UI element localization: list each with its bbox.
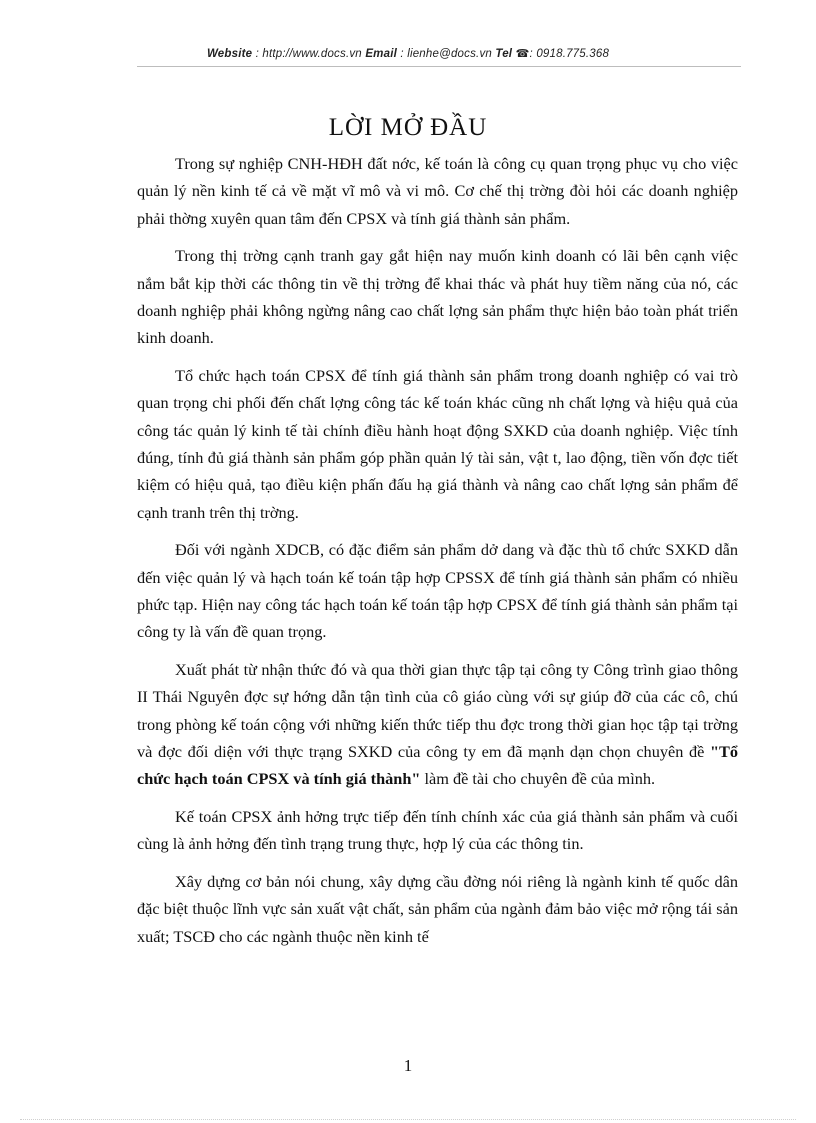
page-number: 1 (403, 1056, 413, 1075)
footer-divider (20, 1119, 796, 1120)
paragraph-1: Trong sự nghiệp CNH-HĐH đất nớc, kế toán là công cụ quan trọng phục vụ cho việc quản lý nền kinh tế cả về mặt vĩ mô và vi mô. Cơ chế thị trờng đòi hỏi các doanh nghiệp phải thờng xuyên quan tâm đến CPSX và tính giá thành sản phẩm. (137, 154, 738, 228)
paragraph-5 (137, 656, 738, 792)
page-header (0, 47, 816, 60)
email-label: Email (365, 48, 397, 60)
thesis-title: "Tổ chức hạch toán CPSX và tính giá thành" (137, 741, 738, 789)
website-separator: : (252, 48, 263, 60)
paragraph-3: Tổ chức hạch toán CPSX để tính giá thành sản phẩm trong doanh nghiệp có vai trò quan trọng chi phối đến chất lợng công tác kế toán khác cũng nh chất lợng và hiệu quả của công tác quản lý kinh tế tài chính điều hành hoạt động SXKD của doanh nghiệp. Việc tính đúng, tính đủ giá thành sản phẩm góp phần quản lý tài sản, vật t, lao động, tiền vốn đợc tiết kiệm có hiệu quả, tạo điều kiện phấn đấu hạ giá thành và nâng cao chất lợng sản phẩm để cạnh tranh trên thị trờng. (137, 366, 738, 522)
tel-separator: : (529, 48, 537, 60)
paragraph-2: Trong thị trờng cạnh tranh gay gắt hiện nay muốn kinh doanh có lãi bên cạnh việc nắm bắt kịp thời các thông tin về thị trờng để khai thác và phát huy tiềm năng của nó, các doanh nghiệp phải không ngừng nâng cao chất lợng sản phẩm thực hiện bảo toàn phát triển kinh doanh. (137, 246, 738, 348)
document-body (137, 150, 738, 961)
tel-value: 0918.775.368 (536, 48, 610, 60)
paragraph-6: Kế toán CPSX ảnh hởng trực tiếp đến tính chính xác của giá thành sản phẩm và cuối cùng là ảnh hởng đến tình trạng trung thực, hợp lý của các thông tin. (137, 807, 738, 854)
email-value[interactable]: lienhe@docs.vn (407, 48, 492, 60)
page-title: LỜI MỞ ĐẦU (328, 114, 488, 141)
paragraph-5-text-before: Xuất phát từ nhận thức đó và qua thời gian thực tập tại công ty Công trình giao thông II Thái Nguyên đợc sự hớng dẫn tận tình của cô giáo cùng với sự giúp đỡ của các cô, chú trong phòng kế toán cộng với những kiến thức tiếp thu đợc trong thời gian học tập tại trờng và đợc đối diện với thực trạng SXKD của công ty em đã mạnh dạn chọn chuyên đề (137, 660, 738, 761)
paragraph-4: Đối với ngành XDCB, có đặc điểm sản phẩm dở dang và đặc thù tổ chức SXKD dẫn đến việc quản lý và hạch toán kế toán tập hợp CPSSX để tính giá thành sản phẩm có nhiều phức tạp. Hiện nay công tác hạch toán kế toán tập hợp CPSX để tính giá thành sản phẩm tại công ty là vấn đề quan trọng. (137, 540, 738, 642)
website-url[interactable]: http://www.docs.vn (262, 48, 362, 60)
paragraph-5-text-after: làm đề tài cho chuyên đề của mình. (420, 769, 656, 789)
paragraph-7: Xây dựng cơ bản nói chung, xây dựng cầu đờng nói riêng là ngành kinh tế quốc dân đặc biệt thuộc lĩnh vực sản xuất vật chất, sản phẩm của ngành đảm bảo việc mở rộng tái sản xuất; TSCĐ cho các ngành thuộc nền kinh tế (137, 872, 738, 946)
telephone-icon: ☎ (515, 48, 530, 60)
email-separator: : (397, 48, 408, 60)
header-divider (137, 66, 741, 67)
tel-label: Tel (495, 48, 513, 60)
website-label: Website (206, 48, 253, 60)
